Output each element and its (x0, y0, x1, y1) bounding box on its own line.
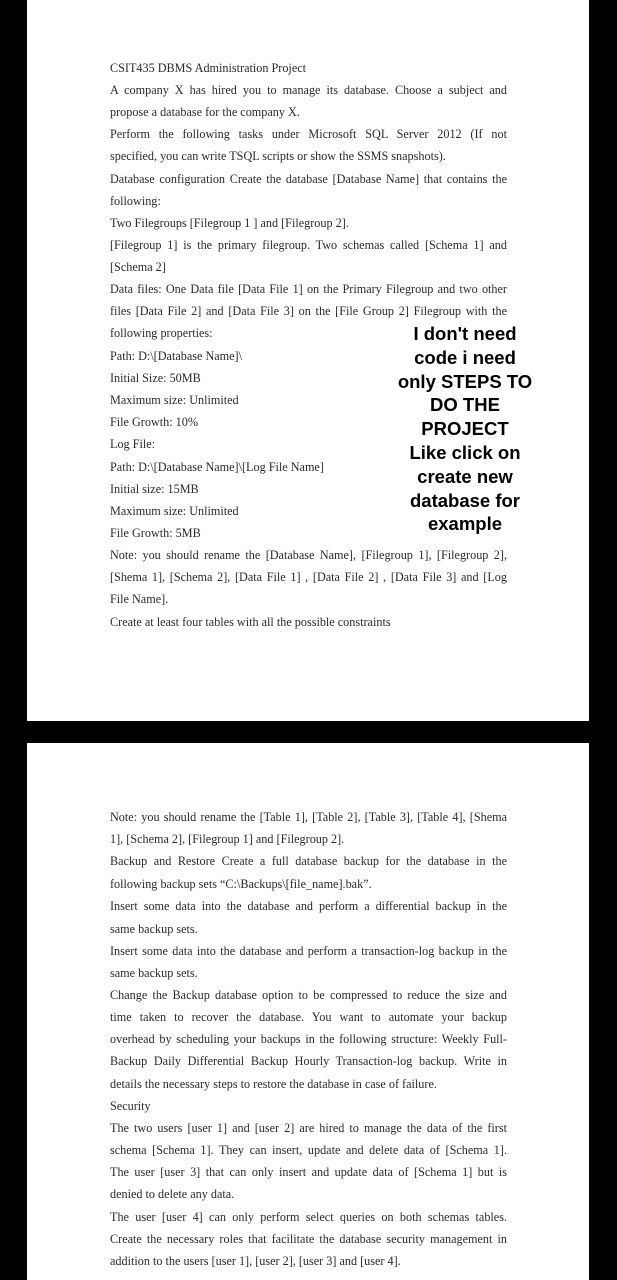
text-line: time taken to recover the database. You want to automate your backup (110, 1010, 507, 1024)
text-line: File Growth: 10% (110, 415, 199, 429)
document-page-1 (27, 0, 589, 721)
note-line: database for (409, 489, 520, 511)
text-line: Create the necessary roles that facilitate the database security management in (110, 1232, 507, 1246)
text-line: Initial Size: 50MB (110, 371, 201, 385)
text-line: overhead by scheduling your backups in the following structure: Weekly Full- (110, 1032, 507, 1046)
text-line: same backup sets. (110, 966, 198, 980)
text-line: Backup Daily Differential Backup Hourly Transaction-log backup. Write in (110, 1054, 507, 1068)
text-line: [Shema 1], [Schema 2], [Data File 1] , [Data File 2] , [Data File 3] and [Log (110, 570, 507, 584)
text-line: Change the Backup database option to be compressed to reduce the size and (110, 988, 507, 1002)
text-line: The user [user 4] can only perform select queries on both schemas tables. (110, 1210, 507, 1224)
text-line: specified, you can write TSQL scripts or show the SSMS snapshots). (110, 149, 446, 163)
text-line: schema [Schema 1]. They can insert, update and delete data of [Schema 1]. (110, 1143, 507, 1157)
text-line: The two users [user 1] and [user 2] are hired to manage the data of the first (110, 1121, 507, 1135)
text-line: Log File: (110, 437, 156, 451)
text-line: Maximum size: Unlimited (110, 504, 239, 518)
note-line: only STEPS TO (397, 370, 533, 392)
text-line: propose a database for the company X. (110, 105, 300, 119)
note-line: PROJECT (421, 418, 509, 440)
text-line: Insert some data into the database and perform a transaction-log backup in the (110, 944, 507, 958)
text-line: The user [user 3] that can only insert and update data of [Schema 1] but is (110, 1165, 507, 1179)
text-line: following backup sets “C:\Backups\[file_name].bak”. (110, 877, 372, 891)
text-line: same backup sets. (110, 922, 198, 936)
text-line: Initial size: 15MB (110, 482, 199, 496)
note-line: create new (417, 465, 513, 487)
text-line: Two Filegroups [Filegroup 1 ] and [Filegroup 2]. (110, 216, 349, 230)
text-line: File Name]. (110, 592, 169, 606)
text-line: Path: D:\[Database Name]\ (110, 349, 242, 363)
handwritten-note (389, 322, 541, 536)
text-line: A company X has hired you to manage its database. Choose a subject and (110, 83, 507, 97)
text-line: CSIT435 DBMS Administration Project (110, 61, 307, 75)
text-line: Data files: One Data file [Data File 1] on the Primary Filegroup and two other (110, 282, 507, 296)
note-line: code i need (414, 346, 516, 368)
text-line: following: (110, 194, 161, 208)
text-line: details the necessary steps to restore the database in case of failure. (110, 1077, 437, 1091)
text-line: Maximum size: Unlimited (110, 393, 239, 407)
text-line: Database configuration Create the database [Database Name] that contains the (110, 172, 507, 186)
text-line: files [Data File 2] and [Data File 3] on the [File Group 2] Filegroup with the (110, 304, 507, 318)
text-line: File Growth: 5MB (110, 526, 201, 540)
text-line: Note: you should rename the [Database Name], [Filegroup 1], [Filegroup 2], (110, 548, 507, 562)
note-line: I don't need (413, 323, 517, 344)
text-line: Perform the following tasks under Microsoft SQL Server 2012 (If not (110, 127, 507, 141)
note-line: example (427, 513, 503, 535)
text-line: addition to the users [user 1], [user 2], [user 3] and [user 4]. (110, 1254, 401, 1268)
text-line: Backup and Restore Create a full database backup for the database in the (110, 854, 507, 868)
document-page-2 (27, 743, 589, 1280)
text-line: Note: you should rename the [Table 1], [Table 2], [Table 3], [Table 4], [Shema (110, 810, 507, 824)
note-line: DO THE (430, 394, 500, 416)
text-line: denied to delete any data. (110, 1187, 235, 1201)
text-line: Create at least four tables with all the possible constraints (110, 615, 391, 629)
text-line: Insert some data into the database and perform a differential backup in the (110, 899, 507, 913)
text-line: 1], [Schema 2], [Filegroup 1] and [Filegroup 2]. (110, 832, 345, 846)
text-line: [Filegroup 1] is the primary filegroup. Two schemas called [Schema 1] and (110, 238, 507, 252)
text-line: following properties: (110, 326, 213, 340)
text-line: [Schema 2] (110, 260, 166, 274)
text-line: Path: D:\[Database Name]\[Log File Name] (110, 460, 324, 474)
text-line: Security (110, 1099, 151, 1113)
note-line: Like click on (409, 441, 521, 463)
